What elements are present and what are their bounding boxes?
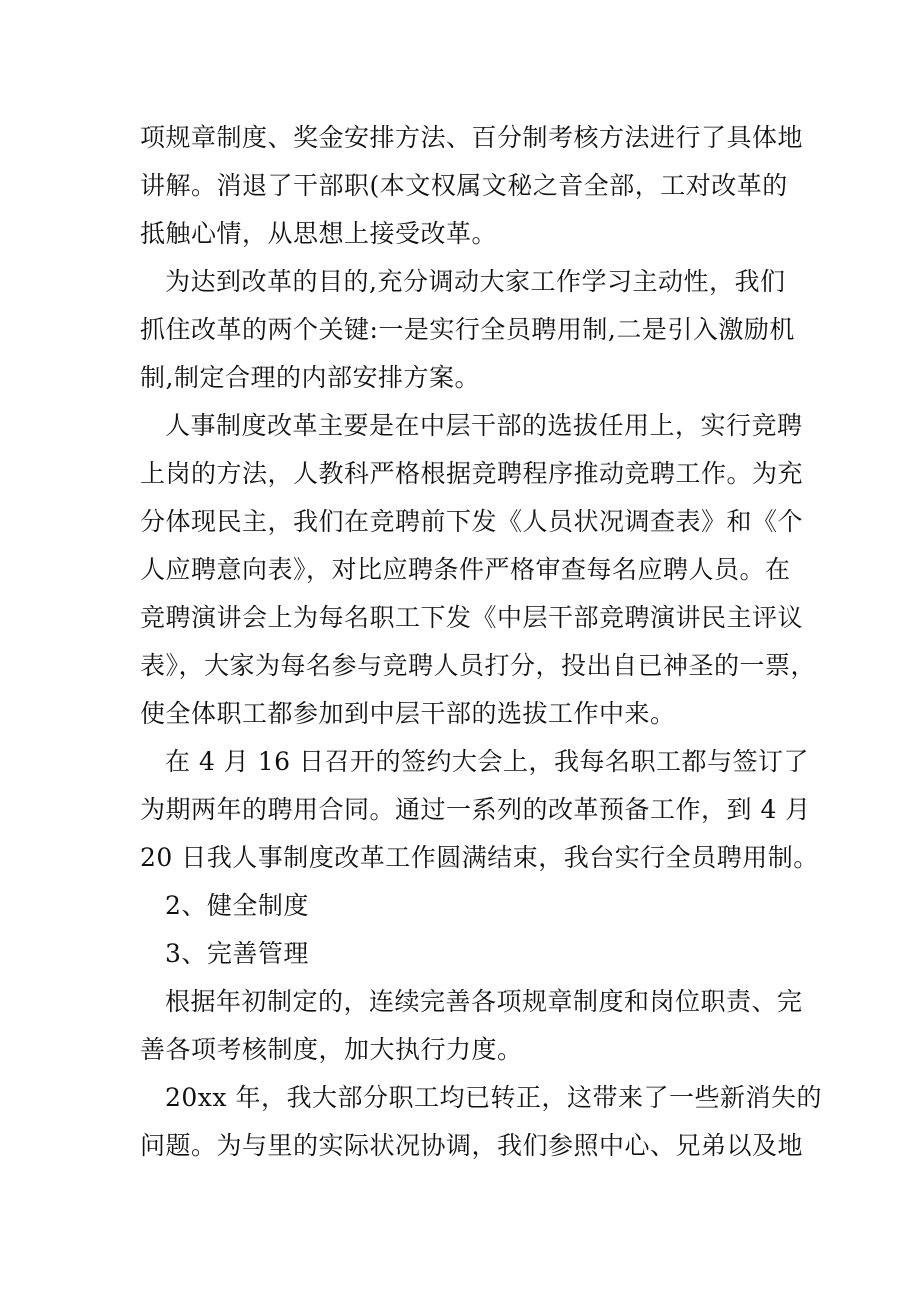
text-line: 讲解。消退了干部职(本文权属文秘之音全部，工对改革的	[140, 171, 788, 200]
paragraph-start-line: 在 4 月 16 日召开的签约大会上，我每名职工都与签订了	[165, 747, 810, 776]
text-line: 善各项考核制度，加大执行力度。	[140, 1035, 523, 1064]
text-line: 项规章制度、奖金安排方法、百分制考核方法进行了具体地	[140, 123, 804, 152]
text-line: 20 日我人事制度改革工作圆满结束，我台实行全员聘用制。	[140, 843, 819, 872]
paragraph-start-line: 为达到改革的目的,充分调动大家工作学习主动性，我们	[165, 267, 786, 296]
paragraph-start-line: 根据年初制定的，连续完善各项规章制度和岗位职责、完	[165, 987, 803, 1016]
section-heading: 2、健全制度	[165, 891, 309, 920]
paragraph-start-line: 人事制度改革主要是在中层干部的选拔任用上，实行竞聘	[165, 411, 803, 440]
text-line: 竞聘演讲会上为每名职工下发《中层干部竞聘演讲民主评议	[140, 603, 804, 632]
text-line: 抵触心情，从思想上接受改革。	[140, 219, 498, 248]
text-line: 人应聘意向表》，对比应聘条件严格审查每名应聘人员。在	[140, 555, 791, 584]
text-line: 抓住改革的两个关键:一是实行全员聘用制,二是引入激励机	[140, 315, 795, 344]
text-line: 分体现民主，我们在竞聘前下发《人员状况调查表》和《个	[140, 507, 804, 536]
section-heading: 3、完善管理	[165, 939, 309, 968]
text-line: 表》，大家为每名参与竞聘人员打分，投出自已神圣的一票，	[140, 651, 817, 680]
text-line: 问题。为与里的实际状况协调，我们参照中心、兄弟以及地	[140, 1131, 804, 1160]
text-line: 上岗的方法，人教科严格根据竞聘程序推动竞聘工作。为充	[140, 459, 804, 488]
text-line: 制,制定合理的内部安排方案。	[140, 363, 480, 392]
paragraph-start-line: 20xx 年，我大部分职工均已转正，这带来了一些新消失的	[165, 1083, 822, 1112]
text-line: 为期两年的聘用合同。通过一系列的改革预备工作，到 4 月	[140, 795, 811, 824]
text-line: 使全体职工都参加到中层干部的选拔工作中来。	[140, 699, 676, 728]
